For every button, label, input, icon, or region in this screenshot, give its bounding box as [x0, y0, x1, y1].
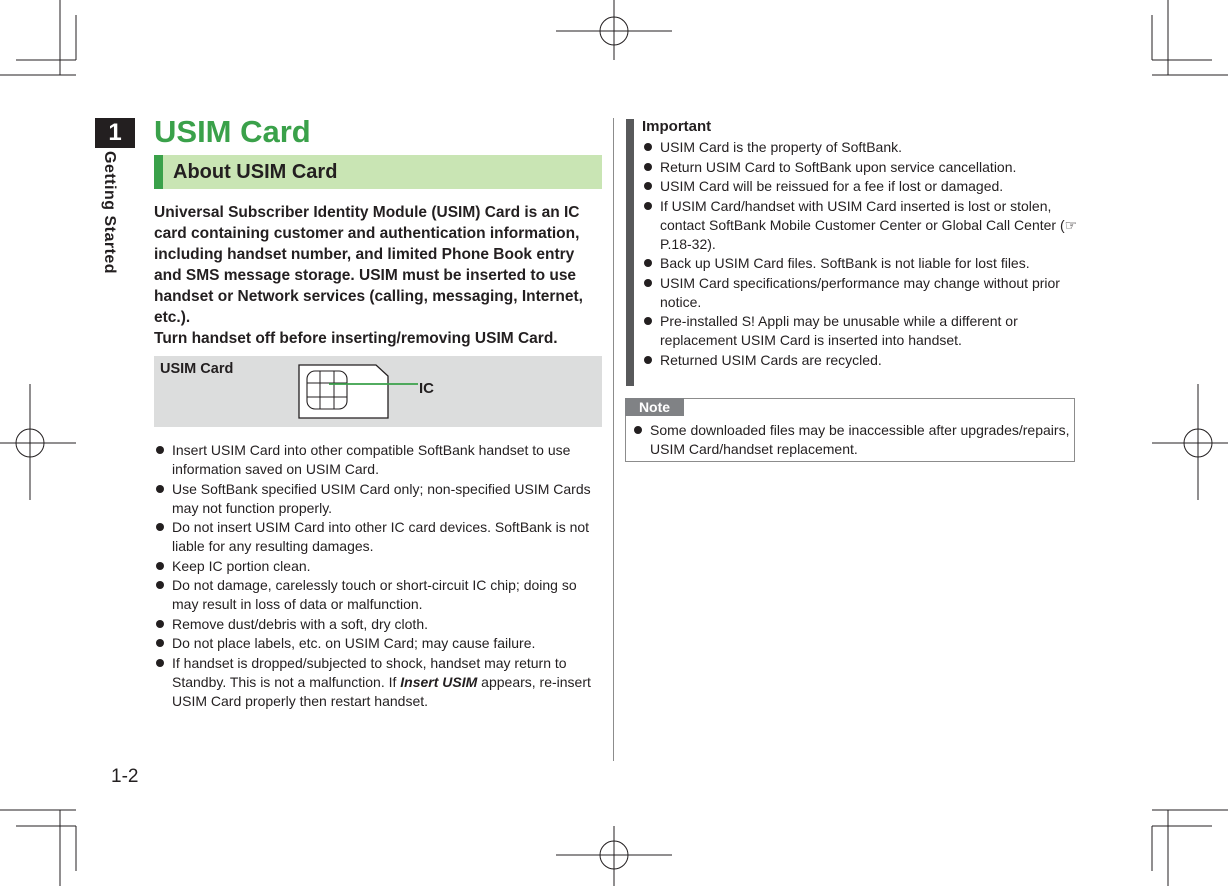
bullet-icon	[644, 202, 652, 210]
bullet-icon	[644, 143, 652, 151]
figure-label: USIM Card	[160, 361, 234, 377]
bullet-icon	[156, 485, 164, 493]
bullet-icon	[156, 659, 164, 667]
bullet-icon	[156, 581, 164, 589]
bullet-icon	[156, 639, 164, 647]
bullet-icon	[644, 317, 652, 325]
list-item: If USIM Card/handset with USIM Card inserted is lost or stolen, contact SoftBank Mobile Customer Center or Global Call Center (☞P.18-32).	[642, 197, 1082, 254]
list-item: Back up USIM Card files. SoftBank is not liable for lost files.	[642, 254, 1082, 273]
bullet-icon	[156, 562, 164, 570]
list-item: Return USIM Card to SoftBank upon service cancellation.	[642, 158, 1082, 177]
list-item: Do not place labels, etc. on USIM Card; may cause failure.	[154, 634, 604, 653]
list-item: Insert USIM Card into other compatible SoftBank handset to use information saved on USIM Card.	[154, 441, 604, 479]
important-bar	[626, 119, 634, 386]
bullet-icon	[156, 446, 164, 454]
list-item: USIM Card is the property of SoftBank.	[642, 138, 1082, 157]
intro-paragraph: Universal Subscriber Identity Module (USIM) Card is an IC card containing customer and authentication information, including handset number, and limited Phone Book entry and SMS message storage. USIM must be inserted to use handset or Network services (calling, messaging, Internet, etc.).	[154, 204, 583, 326]
chapter-title: Getting Started	[101, 151, 118, 275]
ic-callout-label: IC	[419, 380, 434, 397]
bullet-icon	[156, 523, 164, 531]
bullet-icon	[644, 182, 652, 190]
usim-card-icon	[296, 362, 420, 422]
page-title: USIM Card	[154, 114, 311, 149]
bullet-icon	[644, 163, 652, 171]
intro-text	[154, 202, 604, 349]
list-item: Do not insert USIM Card into other IC card devices. SoftBank is not liable for any resulting damages.	[154, 518, 604, 556]
list-item: Use SoftBank specified USIM Card only; non-specified USIM Cards may not function properly.	[154, 480, 604, 518]
important-list	[642, 138, 1082, 370]
intro-instruction: Turn handset off before inserting/removing USIM Card.	[154, 330, 558, 347]
bullet-icon	[644, 356, 652, 364]
list-item: Do not damage, carelessly touch or short-circuit IC chip; doing so may result in loss of data or malfunction.	[154, 576, 604, 614]
list-item: USIM Card will be reissued for a fee if lost or damaged.	[642, 177, 1082, 196]
bullet-icon	[634, 426, 642, 434]
insert-usim-message: Insert USIM	[400, 673, 478, 690]
column-divider	[613, 118, 614, 761]
list-item: Remove dust/debris with a soft, dry cloth.	[154, 615, 604, 634]
note-list	[632, 421, 1072, 460]
bullet-icon	[644, 259, 652, 267]
bullet-icon	[644, 279, 652, 287]
list-item: If handset is dropped/subjected to shock, handset may return to Standby. This is not a malfunction. If Insert USIM appears, re-insert USIM Card properly then restart handset.	[154, 654, 604, 711]
list-item: Keep IC portion clean.	[154, 557, 604, 576]
section-heading: About USIM Card	[154, 155, 602, 189]
list-item: Returned USIM Cards are recycled.	[642, 351, 1082, 370]
chapter-number: 1	[95, 118, 135, 148]
page-number: 1-2	[111, 766, 139, 787]
list-item: USIM Card specifications/performance may change without prior notice.	[642, 274, 1082, 312]
bullet-icon	[156, 620, 164, 628]
list-item: Pre-installed S! Appli may be unusable while a different or replacement USIM Card is inserted into handset.	[642, 312, 1082, 350]
note-tag: Note	[625, 398, 684, 416]
usim-precautions-list	[154, 441, 604, 711]
list-item: Some downloaded files may be inaccessible after upgrades/repairs, USIM Card/handset replacement.	[632, 421, 1072, 459]
important-title: Important	[642, 118, 712, 135]
